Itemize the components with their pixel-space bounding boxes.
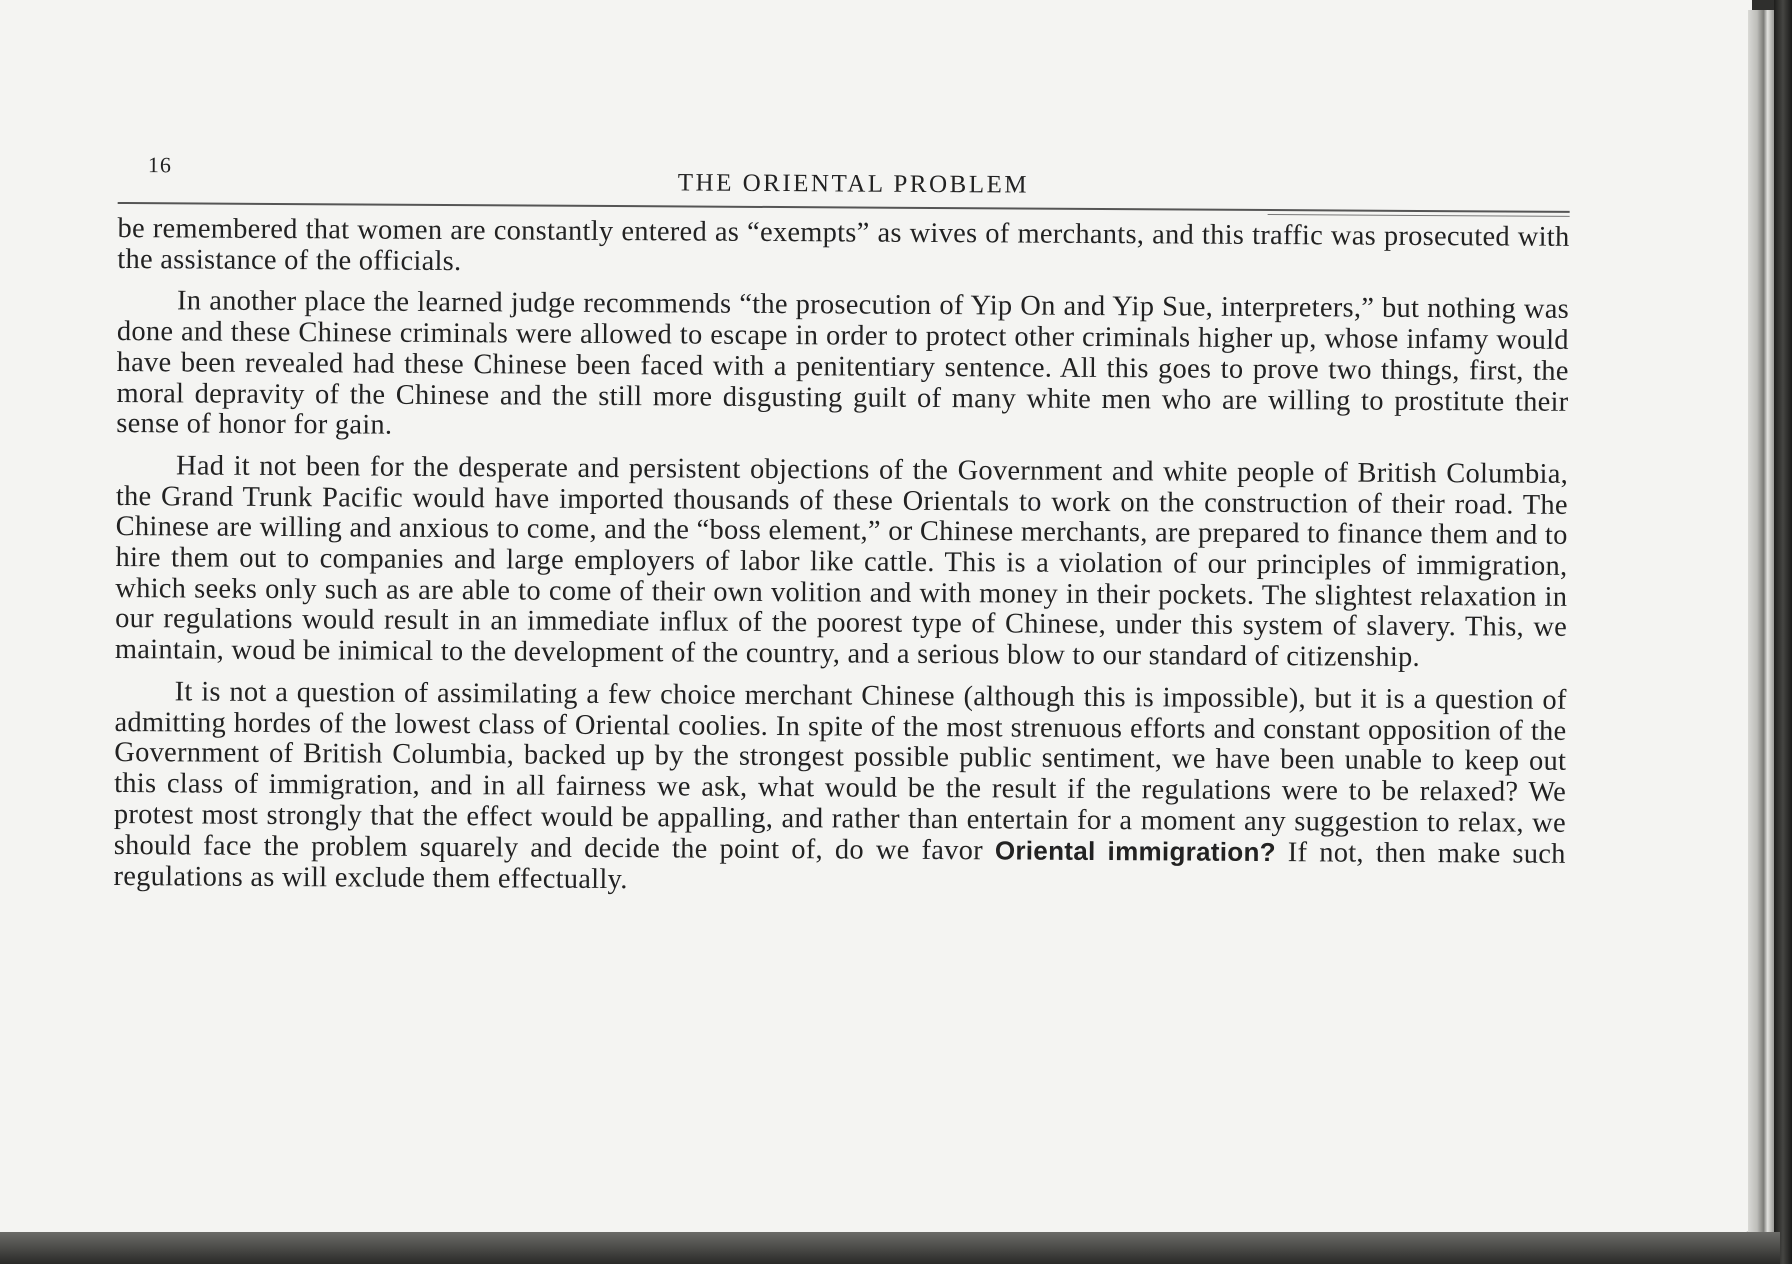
running-head bbox=[118, 150, 1573, 201]
paragraph-4 bbox=[113, 677, 1566, 902]
emphasized-phrase: Oriental immigration? bbox=[994, 835, 1276, 868]
paragraph-4-ending: If not, then make such regulations as will exclude them effectually. bbox=[113, 837, 1566, 896]
body-text bbox=[113, 214, 1569, 913]
header-rule-secondary bbox=[1268, 214, 1570, 217]
paragraph-4-text: It is not a question of assimilating a few choice merchant Chinese (although this is impossible), but it is a question of admitting hordes of the lowest class of Oriental coolies. In spite of the most strenuous efforts and constant opposition of the Government of British Columbia, backed up by the strongest possible public sentiment, we have been unable to keep out this class of immigration, and in all fairness we ask, what would be the result if the regulations were to be relaxed? We protest most strongly that the effect would be appalling, and rather than entertain for a moment any suggestion to relax, we should face the problem squarely and decide the point of, do we favor bbox=[113, 676, 1567, 867]
paragraph-3: Had it not been for the desperate and persistent objections of the Government and white people of British Columbia, the Grand Trunk Pacific would have imported thousands of these Orientals to work on the construction of their road. The Chinese are willing and anxious to come, and the “boss element,” or Chinese merchants, are prepared to finance them and to hire them out to companies and large employers of labor like cattle. This is a violation of our principles of immigration, which seeks only such as are able to come of their own volition and with money in their pockets. The slightest relaxation in our regulations would result in an immediate influx of the poorest type of Chinese, under this system of slavery. This, we maintain, woud be inimical to the development of the country, and a serious blow to our standard of citizenship. bbox=[114, 450, 1569, 674]
running-title: THE ORIENTAL PROBLEM bbox=[677, 169, 1030, 199]
header-rule bbox=[118, 202, 1570, 213]
book-spine-edge bbox=[1774, 0, 1792, 1264]
paragraph-1: be remembered that women are constantly entered as “exempts” as wives of merchants, and this traffic was prosecuted with the assistance of the officials. bbox=[117, 212, 1570, 277]
paragraph-2: In another place the learned judge recommends “the prosecution of Yip On and Yip Sue, interpreters,” but nothing was done and these Chinese criminals were allowed to escape in order to protect other criminals higher up, whose infamy would have been revealed had these Chinese been faced with a penitentiary sentence. All this goes to prove two things, first, the moral depravity of the Chinese and the still more disgusting guilt of many white men who are willing to prostitute their sense of honor for gain. bbox=[116, 285, 1570, 441]
page-content bbox=[113, 150, 1573, 896]
bottom-shadow bbox=[0, 1232, 1780, 1264]
page-edge bbox=[1748, 10, 1774, 1240]
page-number: 16 bbox=[147, 152, 172, 178]
